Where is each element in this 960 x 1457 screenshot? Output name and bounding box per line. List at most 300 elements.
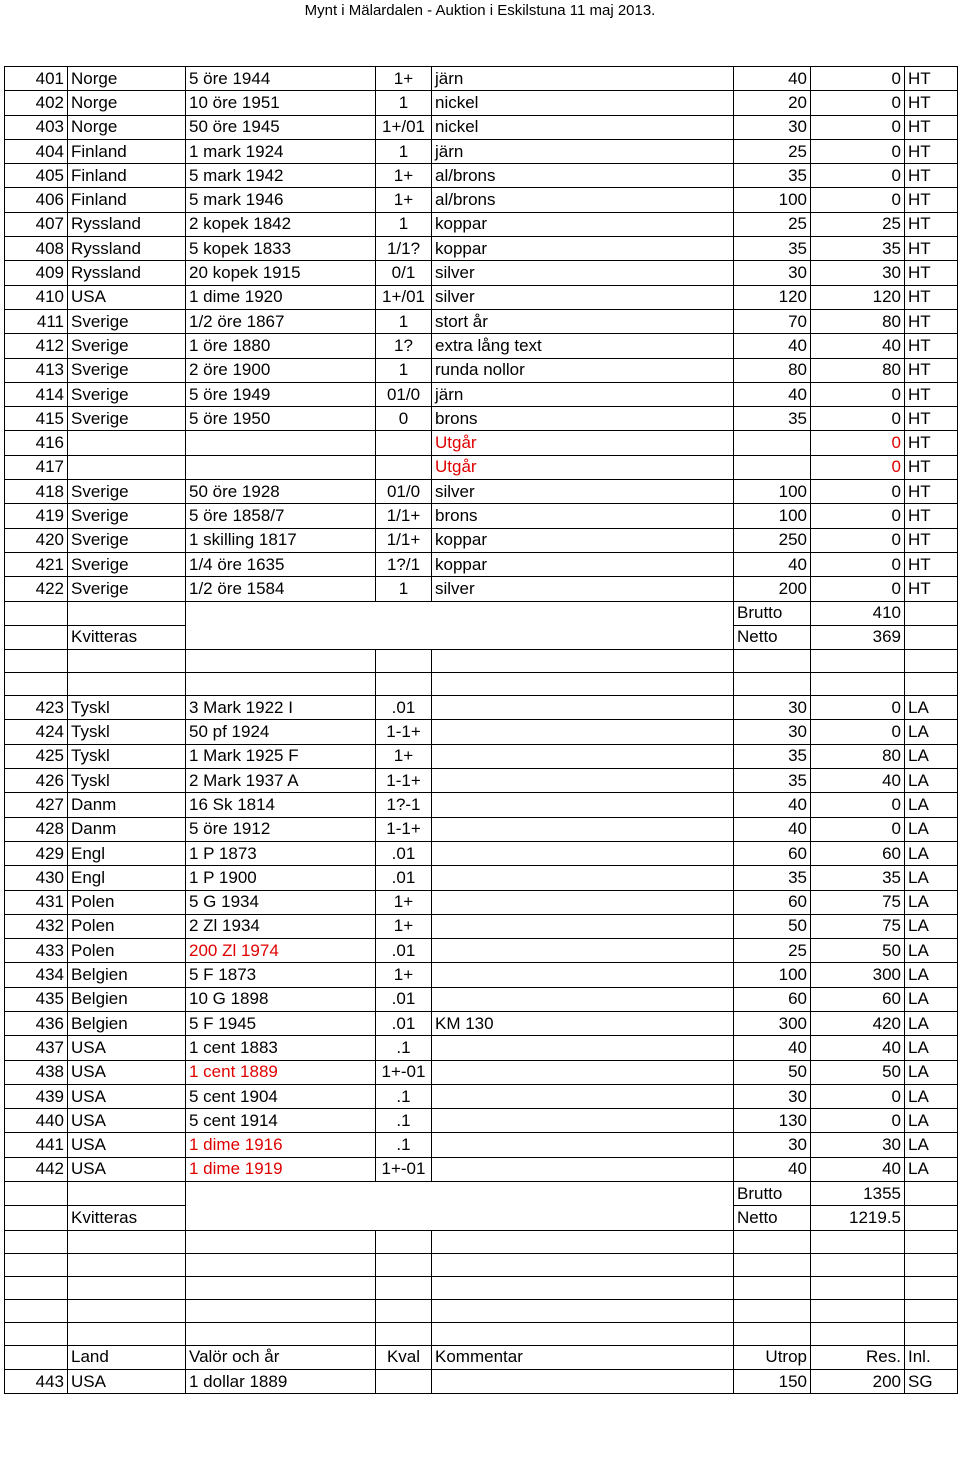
- estimate-cell: 100: [734, 963, 811, 987]
- comment-cell: Utgår: [432, 455, 734, 479]
- denomination-year-cell: 5 öre 1858/7: [186, 504, 376, 528]
- lot-number-cell: 409: [5, 261, 68, 285]
- blank-cell: [186, 601, 734, 625]
- grade-cell: 1+: [376, 744, 432, 768]
- blank-cell: [905, 1322, 958, 1345]
- grade-cell: 1: [376, 212, 432, 236]
- grade-cell: 1+-01: [376, 1157, 432, 1181]
- denomination-year-cell: 5 mark 1942: [186, 164, 376, 188]
- denomination-year-cell: 5 cent 1914: [186, 1109, 376, 1133]
- result-cell: 0: [811, 696, 905, 720]
- lot-number-cell: 411: [5, 309, 68, 333]
- comment-cell: [432, 720, 734, 744]
- denomination-year-cell: 1 öre 1880: [186, 334, 376, 358]
- country-cell: Sverige: [68, 407, 186, 431]
- comment-cell: Kommentar: [432, 1345, 734, 1369]
- page-title: Mynt i Mälardalen - Auktion i Eskilstuna 11 maj 2013.: [304, 2, 656, 19]
- grade-cell: .01: [376, 866, 432, 890]
- estimate-cell: 30: [734, 1133, 811, 1157]
- estimate-cell: 300: [734, 1011, 811, 1035]
- lot-number-cell: 425: [5, 744, 68, 768]
- seller-cell: HT: [905, 577, 958, 601]
- country-cell: Norge: [68, 67, 186, 91]
- netto-label: Netto: [734, 625, 811, 649]
- lot-number-cell: 441: [5, 1133, 68, 1157]
- denomination-year-cell: 5 G 1934: [186, 890, 376, 914]
- country-cell: Belgien: [68, 1011, 186, 1035]
- comment-cell: silver: [432, 285, 734, 309]
- result-cell: 75: [811, 914, 905, 938]
- blank-cell: [811, 1253, 905, 1276]
- grade-cell: 1/1+: [376, 504, 432, 528]
- comment-cell: [432, 1060, 734, 1084]
- lot-number-cell: 403: [5, 115, 68, 139]
- estimate-cell: 40: [734, 817, 811, 841]
- blank-cell: [68, 673, 186, 696]
- blank-cell: [432, 650, 734, 673]
- lot-number-cell: 431: [5, 890, 68, 914]
- seller-cell: LA: [905, 866, 958, 890]
- table-row: [5, 793, 958, 817]
- table-row: [5, 480, 958, 504]
- lot-number-cell: 416: [5, 431, 68, 455]
- result-cell: 0: [811, 504, 905, 528]
- estimate-cell: 30: [734, 720, 811, 744]
- denomination-year-cell: 5 öre 1944: [186, 67, 376, 91]
- blank-cell: [5, 1206, 68, 1230]
- blank-cell: [5, 601, 68, 625]
- estimate-cell: 20: [734, 91, 811, 115]
- comment-cell: [432, 1084, 734, 1108]
- denomination-year-cell: 10 G 1898: [186, 987, 376, 1011]
- lot-number-cell: 412: [5, 334, 68, 358]
- blank-cell: [432, 1299, 734, 1322]
- brutto-value: 1355: [811, 1182, 905, 1206]
- result-cell: 0: [811, 793, 905, 817]
- brutto-value: 410: [811, 601, 905, 625]
- blank-cell: [68, 1182, 186, 1206]
- estimate-cell: 25: [734, 212, 811, 236]
- blank-cell: [5, 1299, 68, 1322]
- lot-number-cell: 443: [5, 1369, 68, 1393]
- denomination-year-cell: 10 öre 1951: [186, 91, 376, 115]
- country-cell: Ryssland: [68, 237, 186, 261]
- result-cell: 0: [811, 67, 905, 91]
- seller-cell: HT: [905, 237, 958, 261]
- table-row: [5, 431, 958, 455]
- result-cell: 25: [811, 212, 905, 236]
- lot-number-cell: 437: [5, 1036, 68, 1060]
- seller-cell: HT: [905, 407, 958, 431]
- table-row: [5, 866, 958, 890]
- lot-number-cell: 436: [5, 1011, 68, 1035]
- table-row: [5, 528, 958, 552]
- result-cell: 0: [811, 1084, 905, 1108]
- denomination-year-cell: 1 cent 1889: [186, 1060, 376, 1084]
- result-cell: 35: [811, 866, 905, 890]
- country-cell: USA: [68, 1060, 186, 1084]
- table-row: [5, 407, 958, 431]
- table-row: [5, 237, 958, 261]
- country-cell: USA: [68, 1157, 186, 1181]
- blank-row: [5, 1276, 958, 1299]
- brutto-row: [5, 601, 958, 625]
- comment-cell: KM 130: [432, 1011, 734, 1035]
- grade-cell: 01/0: [376, 480, 432, 504]
- table-row: [5, 890, 958, 914]
- blank-cell: [811, 1322, 905, 1345]
- lot-number-cell: 407: [5, 212, 68, 236]
- seller-cell: HT: [905, 552, 958, 576]
- seller-cell: HT: [905, 91, 958, 115]
- comment-cell: koppar: [432, 212, 734, 236]
- seller-cell: HT: [905, 285, 958, 309]
- comment-cell: [432, 696, 734, 720]
- result-cell: 35: [811, 237, 905, 261]
- denomination-year-cell: 1 cent 1883: [186, 1036, 376, 1060]
- result-cell: 30: [811, 261, 905, 285]
- result-cell: 0: [811, 817, 905, 841]
- table-row: [5, 1109, 958, 1133]
- comment-cell: stort år: [432, 309, 734, 333]
- result-cell: 40: [811, 769, 905, 793]
- comment-cell: koppar: [432, 552, 734, 576]
- seller-cell: LA: [905, 793, 958, 817]
- grade-cell: .01: [376, 939, 432, 963]
- grade-cell: 1+/01: [376, 115, 432, 139]
- seller-cell: LA: [905, 914, 958, 938]
- seller-cell: LA: [905, 696, 958, 720]
- blank-cell: [5, 1230, 68, 1253]
- result-cell: 0: [811, 552, 905, 576]
- country-cell: USA: [68, 1133, 186, 1157]
- grade-cell: 1/1?: [376, 237, 432, 261]
- blank-cell: [734, 650, 811, 673]
- header-row: [5, 1345, 958, 1369]
- blank-cell: [905, 601, 958, 625]
- country-cell: Ryssland: [68, 212, 186, 236]
- seller-cell: LA: [905, 963, 958, 987]
- comment-cell: nickel: [432, 91, 734, 115]
- blank-cell: [186, 1253, 376, 1276]
- comment-cell: [432, 1109, 734, 1133]
- lot-number-cell: 418: [5, 480, 68, 504]
- denomination-year-cell: 1 P 1873: [186, 841, 376, 865]
- grade-cell: 1+: [376, 914, 432, 938]
- netto-row: [5, 1206, 958, 1230]
- result-cell: 0: [811, 455, 905, 479]
- brutto-row: [5, 1182, 958, 1206]
- blank-cell: [376, 1253, 432, 1276]
- lot-number-cell: 414: [5, 382, 68, 406]
- grade-cell: 01/0: [376, 382, 432, 406]
- comment-cell: [432, 963, 734, 987]
- comment-cell: järn: [432, 382, 734, 406]
- estimate-cell: 100: [734, 504, 811, 528]
- seller-cell: HT: [905, 115, 958, 139]
- lot-number-cell: 439: [5, 1084, 68, 1108]
- kvitteras-label: Kvitteras: [68, 1206, 186, 1230]
- country-cell: USA: [68, 1084, 186, 1108]
- estimate-cell: 60: [734, 987, 811, 1011]
- blank-row: [5, 1299, 958, 1322]
- seller-cell: HT: [905, 358, 958, 382]
- blank-cell: [905, 650, 958, 673]
- denomination-year-cell: 5 öre 1949: [186, 382, 376, 406]
- table-row: [5, 963, 958, 987]
- result-cell: 300: [811, 963, 905, 987]
- comment-cell: [432, 817, 734, 841]
- table-row: [5, 1011, 958, 1035]
- comment-cell: [432, 866, 734, 890]
- result-cell: 40: [811, 334, 905, 358]
- comment-cell: [432, 1133, 734, 1157]
- country-cell: USA: [68, 1109, 186, 1133]
- country-cell: Tyskl: [68, 744, 186, 768]
- grade-cell: 0: [376, 407, 432, 431]
- blank-cell: [5, 673, 68, 696]
- grade-cell: 1+: [376, 188, 432, 212]
- estimate-cell: [734, 431, 811, 455]
- result-cell: 0: [811, 528, 905, 552]
- denomination-year-cell: 5 öre 1912: [186, 817, 376, 841]
- table-row: [5, 382, 958, 406]
- seller-cell: HT: [905, 334, 958, 358]
- denomination-year-cell: 5 mark 1946: [186, 188, 376, 212]
- table-row: [5, 91, 958, 115]
- denomination-year-cell: 1 Mark 1925 F: [186, 744, 376, 768]
- table-row: [5, 309, 958, 333]
- denomination-year-cell: 1 mark 1924: [186, 139, 376, 163]
- lot-number-cell: 424: [5, 720, 68, 744]
- comment-cell: al/brons: [432, 164, 734, 188]
- estimate-cell: 30: [734, 1084, 811, 1108]
- grade-cell: 1+: [376, 67, 432, 91]
- table-row: [5, 817, 958, 841]
- lot-number-cell: 440: [5, 1109, 68, 1133]
- netto-value: 1219.5: [811, 1206, 905, 1230]
- seller-cell: HT: [905, 164, 958, 188]
- blank-cell: [432, 673, 734, 696]
- grade-cell: Kval: [376, 1345, 432, 1369]
- table-row: [5, 696, 958, 720]
- blank-cell: [811, 1230, 905, 1253]
- denomination-year-cell: 1/4 öre 1635: [186, 552, 376, 576]
- seller-cell: LA: [905, 1011, 958, 1035]
- lot-number-cell: 423: [5, 696, 68, 720]
- grade-cell: [376, 455, 432, 479]
- table-row: [5, 841, 958, 865]
- grade-cell: 1-1+: [376, 769, 432, 793]
- result-cell: Res.: [811, 1345, 905, 1369]
- result-cell: 200: [811, 1369, 905, 1393]
- blank-row: [5, 1230, 958, 1253]
- table-row: [5, 504, 958, 528]
- estimate-cell: 40: [734, 67, 811, 91]
- blank-cell: [811, 1276, 905, 1299]
- denomination-year-cell: 2 öre 1900: [186, 358, 376, 382]
- seller-cell: LA: [905, 841, 958, 865]
- lot-number-cell: 402: [5, 91, 68, 115]
- blank-cell: [186, 1230, 376, 1253]
- lot-number-cell: 435: [5, 987, 68, 1011]
- country-cell: Sverige: [68, 334, 186, 358]
- blank-cell: [376, 1276, 432, 1299]
- blank-cell: [811, 673, 905, 696]
- estimate-cell: 40: [734, 1157, 811, 1181]
- blank-cell: [734, 1253, 811, 1276]
- lot-number-cell: 417: [5, 455, 68, 479]
- result-cell: 40: [811, 1157, 905, 1181]
- result-cell: 0: [811, 139, 905, 163]
- lot-number-cell: 427: [5, 793, 68, 817]
- estimate-cell: 100: [734, 480, 811, 504]
- blank-cell: [432, 1322, 734, 1345]
- lot-number-cell: 428: [5, 817, 68, 841]
- table-row: [5, 67, 958, 91]
- blank-cell: [186, 1276, 376, 1299]
- blank-cell: [905, 1230, 958, 1253]
- lot-number-cell: 433: [5, 939, 68, 963]
- country-cell: Norge: [68, 115, 186, 139]
- seller-cell: HT: [905, 480, 958, 504]
- result-cell: 60: [811, 841, 905, 865]
- denomination-year-cell: 1 dime 1916: [186, 1133, 376, 1157]
- blank-cell: [905, 1276, 958, 1299]
- country-cell: Finland: [68, 188, 186, 212]
- estimate-cell: 40: [734, 793, 811, 817]
- denomination-year-cell: 5 kopek 1833: [186, 237, 376, 261]
- country-cell: USA: [68, 1036, 186, 1060]
- blank-cell: [5, 625, 68, 649]
- comment-cell: [432, 841, 734, 865]
- seller-cell: HT: [905, 261, 958, 285]
- seller-cell: LA: [905, 817, 958, 841]
- blank-cell: [68, 1299, 186, 1322]
- blank-cell: [905, 1299, 958, 1322]
- blank-cell: [734, 1276, 811, 1299]
- seller-cell: HT: [905, 431, 958, 455]
- seller-cell: HT: [905, 67, 958, 91]
- denomination-year-cell: 1 skilling 1817: [186, 528, 376, 552]
- result-cell: 0: [811, 480, 905, 504]
- country-cell: USA: [68, 285, 186, 309]
- country-cell: Ryssland: [68, 261, 186, 285]
- table-row: [5, 1036, 958, 1060]
- table-row: [5, 188, 958, 212]
- brutto-label: Brutto: [734, 601, 811, 625]
- blank-cell: [734, 673, 811, 696]
- grade-cell: 1-1+: [376, 720, 432, 744]
- blank-cell: [186, 1206, 734, 1230]
- estimate-cell: 130: [734, 1109, 811, 1133]
- comment-cell: [432, 914, 734, 938]
- lot-number-cell: 406: [5, 188, 68, 212]
- estimate-cell: 35: [734, 866, 811, 890]
- blank-cell: [5, 1276, 68, 1299]
- result-cell: 0: [811, 577, 905, 601]
- result-cell: 80: [811, 358, 905, 382]
- grade-cell: 1+-01: [376, 1060, 432, 1084]
- grade-cell: .01: [376, 987, 432, 1011]
- blank-cell: [186, 1322, 376, 1345]
- lot-number-cell: 420: [5, 528, 68, 552]
- blank-cell: [905, 673, 958, 696]
- estimate-cell: 60: [734, 841, 811, 865]
- kvitteras-label: Kvitteras: [68, 625, 186, 649]
- estimate-cell: 60: [734, 890, 811, 914]
- denomination-year-cell: 5 cent 1904: [186, 1084, 376, 1108]
- comment-cell: silver: [432, 480, 734, 504]
- lot-number-cell: 405: [5, 164, 68, 188]
- country-cell: Tyskl: [68, 720, 186, 744]
- grade-cell: 1: [376, 577, 432, 601]
- country-cell: Polen: [68, 890, 186, 914]
- seller-cell: HT: [905, 188, 958, 212]
- country-cell: Tyskl: [68, 696, 186, 720]
- estimate-cell: 35: [734, 407, 811, 431]
- estimate-cell: 30: [734, 261, 811, 285]
- estimate-cell: 35: [734, 237, 811, 261]
- brutto-label: Brutto: [734, 1182, 811, 1206]
- lot-number-cell: 434: [5, 963, 68, 987]
- result-cell: 0: [811, 720, 905, 744]
- grade-cell: 1+/01: [376, 285, 432, 309]
- blank-row: [5, 1253, 958, 1276]
- result-cell: 0: [811, 164, 905, 188]
- result-cell: 60: [811, 987, 905, 1011]
- comment-cell: [432, 1157, 734, 1181]
- blank-cell: [5, 1182, 68, 1206]
- country-cell: Polen: [68, 939, 186, 963]
- blank-cell: [734, 1299, 811, 1322]
- table-row: [5, 455, 958, 479]
- estimate-cell: 40: [734, 382, 811, 406]
- table-row: [5, 552, 958, 576]
- denomination-year-cell: 20 kopek 1915: [186, 261, 376, 285]
- country-cell: Sverige: [68, 382, 186, 406]
- result-cell: 50: [811, 939, 905, 963]
- lot-number-cell: 410: [5, 285, 68, 309]
- table-row: [5, 1369, 958, 1393]
- seller-cell: HT: [905, 139, 958, 163]
- table-row: [5, 358, 958, 382]
- denomination-year-cell: 3 Mark 1922 I: [186, 696, 376, 720]
- country-cell: Land: [68, 1345, 186, 1369]
- denomination-year-cell: 1 dime 1919: [186, 1157, 376, 1181]
- blank-cell: [376, 650, 432, 673]
- estimate-cell: 100: [734, 188, 811, 212]
- blank-cell: [376, 1299, 432, 1322]
- blank-cell: [186, 650, 376, 673]
- grade-cell: 0/1: [376, 261, 432, 285]
- comment-cell: extra lång text: [432, 334, 734, 358]
- lot-number-cell: [5, 1345, 68, 1369]
- grade-cell: .1: [376, 1133, 432, 1157]
- denomination-year-cell: 5 öre 1950: [186, 407, 376, 431]
- blank-cell: [905, 1206, 958, 1230]
- result-cell: 0: [811, 1109, 905, 1133]
- comment-cell: [432, 1369, 734, 1393]
- comment-cell: al/brons: [432, 188, 734, 212]
- comment-cell: silver: [432, 261, 734, 285]
- denomination-year-cell: 50 pf 1924: [186, 720, 376, 744]
- comment-cell: [432, 744, 734, 768]
- grade-cell: .1: [376, 1036, 432, 1060]
- result-cell: 0: [811, 382, 905, 406]
- country-cell: [68, 455, 186, 479]
- table-row: [5, 164, 958, 188]
